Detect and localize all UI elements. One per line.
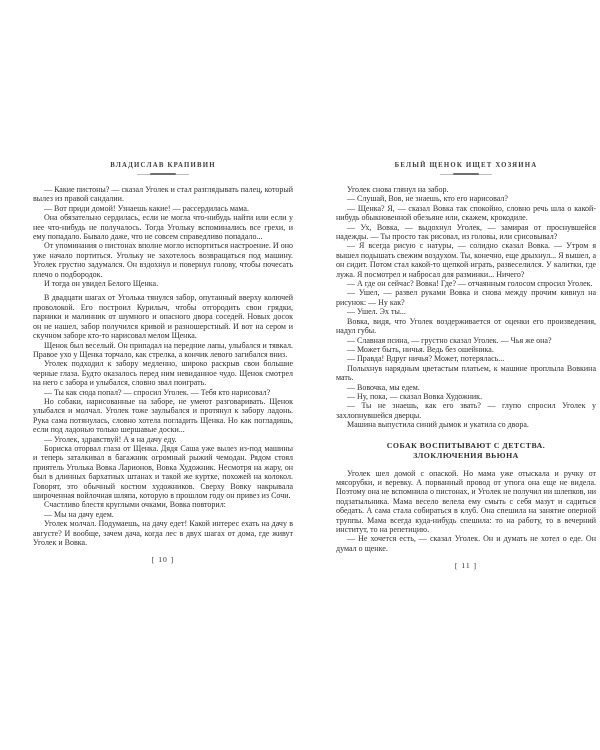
paragraph: В двадцати шагах от Уголька тянулся забор, опутанный вверху колючей проволокой. Его построил Курилыч, чтобы отгородить свои грядки, парники и малинник от шумного и опасного двора соседей. Новых досок он не нашел, забор получился кривой и разношерстный. И вот на сером и скучном заборе кто-то нарисовал мелом Щенка. <box>33 293 293 341</box>
paragraph: — Какие пистоны? — сказал Уголек и стал разглядывать палец, который вылез из правой сандалии. <box>33 185 293 204</box>
page-number-right: [ 11 ] <box>454 561 478 571</box>
paragraph: Вовка, видя, что Уголек воздерживается от оценки его произведения, надул губы. <box>336 316 596 336</box>
paragraph: — Может быть, ничья. Ведь без ошейника. <box>347 344 494 354</box>
paragraph: — Не хочется есть, — сказал Уголек. Он и думать не хотел о еде. Он думал о щенке. <box>336 534 596 553</box>
paragraph: — Ну, пока, — сказал Вовка Художник. <box>347 391 483 401</box>
page-number-left: [ 10 ] <box>151 555 175 565</box>
paragraph: — Ты не знаешь, как его звать? — глупо спросил Уголек у захлопнувшейся дверцы. <box>336 401 596 420</box>
running-head-author: ВЛАДИСЛАВ КРАПИВИН <box>110 162 216 169</box>
paragraph: Но собаки, нарисованные на заборе, не умеют разговаривать. Щенок улыбался и молчал. Уголек тоже заулыбался и протянул к забору ладонь. Рука сама потянулась, словно хотела погладить Щенка. Но как погладишь, если под ладонью только шершавые доски... <box>33 396 293 435</box>
paragraph: — Ушел. Эх ты... <box>347 307 406 317</box>
paragraph: — Ух, Вовка, — выдохнул Уголек, — замирая от проснувшейся надежды. — Ты просто так рисовал, из головы, или срисовывал? <box>336 222 596 242</box>
paragraph: Бориска оторвал глаза от Щенка. Дядя Саша уже вылез из-под машины и теперь заталкивал в багажник огромный рыжий чемодан. Рядом стоял приятель Уголька Вовка Ларионов, Вовка Художник. Несмотря на жару, он был в длинных бархатных штанах и такой же куртке, похожей на колокол. Говорят, это обычный костюм художников. Сверху Вовку накрывала широченная войлочная шляпа, которую в прошлом году он привез из Сочи. <box>33 443 293 500</box>
paragraph: — Славная псина, — грустно сказал Уголек. — Чья же она? <box>347 335 552 345</box>
right-page-body <box>336 185 596 553</box>
paragraph: — А где он сейчас? Вовка! Где? — отчаянным голосом спросил Уголек. <box>347 279 593 289</box>
paragraph: — Я всегда рисую с натуры, — солидно сказал Вовка. — Утром я вышел подышать свежим воздухом. Ты, конечно, еще дрыхнул... Я вышел, а он сидит. Потом стал какой-то щепкой играть, развеселился. У калитки, где лужа. Я посмотрел и набросал для разминки... Ничего? <box>336 241 596 279</box>
paragraph: — Слушай, Вов, не знаешь, кто его нарисовал? <box>347 194 508 204</box>
paragraph: Уголек снова глянул на забор. <box>347 185 449 194</box>
paragraph: — Вовочка, мы едем. <box>347 382 420 392</box>
paragraph: Полыхнув нарядным цветастым платьем, к машине проплыла Вовкина мать. <box>336 363 596 383</box>
paragraph: Машина выпустила синий дымок и укатила со двора. <box>347 420 529 430</box>
paragraph: Она обязательно сердилась, если не могла что-нибудь найти или если у нее что-нибудь не получалось. Тогда Угольку вспоминались все грехи, и ему попадало. Бывало даже, что не совсем справедливо попадало... <box>33 213 293 242</box>
paragraph: — Щенка? Я, — сказал Вовка так спокойно, словно речь шла о какой-нибудь обыкновенной обезьяне или, скажем, крокодиле. <box>336 203 596 223</box>
paragraph: Уголек молчал. Подумаешь, на дачу едет! Какой интерес ехать на дачу в августе? И вообще, зачем дача, когда лес в двух шагах от дома, где живут Уголек и Вовка. <box>33 519 293 548</box>
paragraph: Счастливо блестя круглыми очками, Вовка повторил: <box>44 500 226 510</box>
left-page-body <box>33 185 293 547</box>
paragraph: Уголек шел домой с опаской. Но мама уже отыскала и ручку от мясорубки, и веревку. А порванный провод от утюга она еще не видела. Поэтому она не вспомнила о пистонах, и Уголек не получил ни шлепков, ни подзатыльника. Мама весело велела ему смыть с себя мазут и садиться обедать. А сама стала собираться в клуб. Она спешила на занятие оперной труппы. Мама всегда куда-нибудь спешила: то на работу, то в вечерний институт, то на репетицию. <box>336 468 596 534</box>
paragraph: И тогда он увидел Белого Щенка. <box>44 279 159 289</box>
paragraph: От упоминания о пистонах вполне могло испортиться настроение. И оно уже начало портиться. Угольку не захотелось возвращаться под машину. Уголек грустно задумался. Он вздохнул и повернул голову, чтобы почесать плечо о подбородок. <box>33 241 293 279</box>
paragraph: Уголек подходил к забору медленно, широко раскрыв свои большие черные глаза. Будто оказалось перед ним невиданное чудо. Щенок смотрел на него с забора и улыбался, словно звал поиграть. <box>33 359 293 388</box>
head-rule-ornament <box>440 172 492 176</box>
paragraph: — Ты как сюда попал? — спросил Уголек. — Тебя кто нарисовал? <box>44 387 271 397</box>
paragraph: — Правда! Вдруг ничья? Может, потерялась... <box>347 354 505 364</box>
paragraph: — Вот приди домой! Узнаешь какие! — рассердилась мама. <box>44 203 249 213</box>
paragraph: Щенок был веселый. Он припадал на передние лапы, улыбался и тявкал. Правое ухо у Щенка торчало, как стрелка, а кончик левого загибался вниз. <box>33 340 293 359</box>
page-left <box>33 162 293 564</box>
page-right <box>336 162 596 570</box>
paragraph: — Мы на дачу едем. <box>44 509 114 519</box>
paragraph: — Уголек, здравствуй! А я на дачу еду. <box>44 434 177 444</box>
running-head-title: БЕЛЫЙ ЩЕНОК ИЩЕТ ХОЗЯИНА <box>394 162 538 169</box>
paragraph: — Ушел, — развел руками Вовка и снова между прочим кивнул на рисунок: — Ну как? <box>336 288 596 307</box>
head-rule-ornament <box>137 172 189 176</box>
section-heading: СОБАК ВОСПИТЫВАЮТ С ДЕТСТВА. ЗЛОКЛЮЧЕНИЯ ВЬЮНА <box>386 440 546 461</box>
